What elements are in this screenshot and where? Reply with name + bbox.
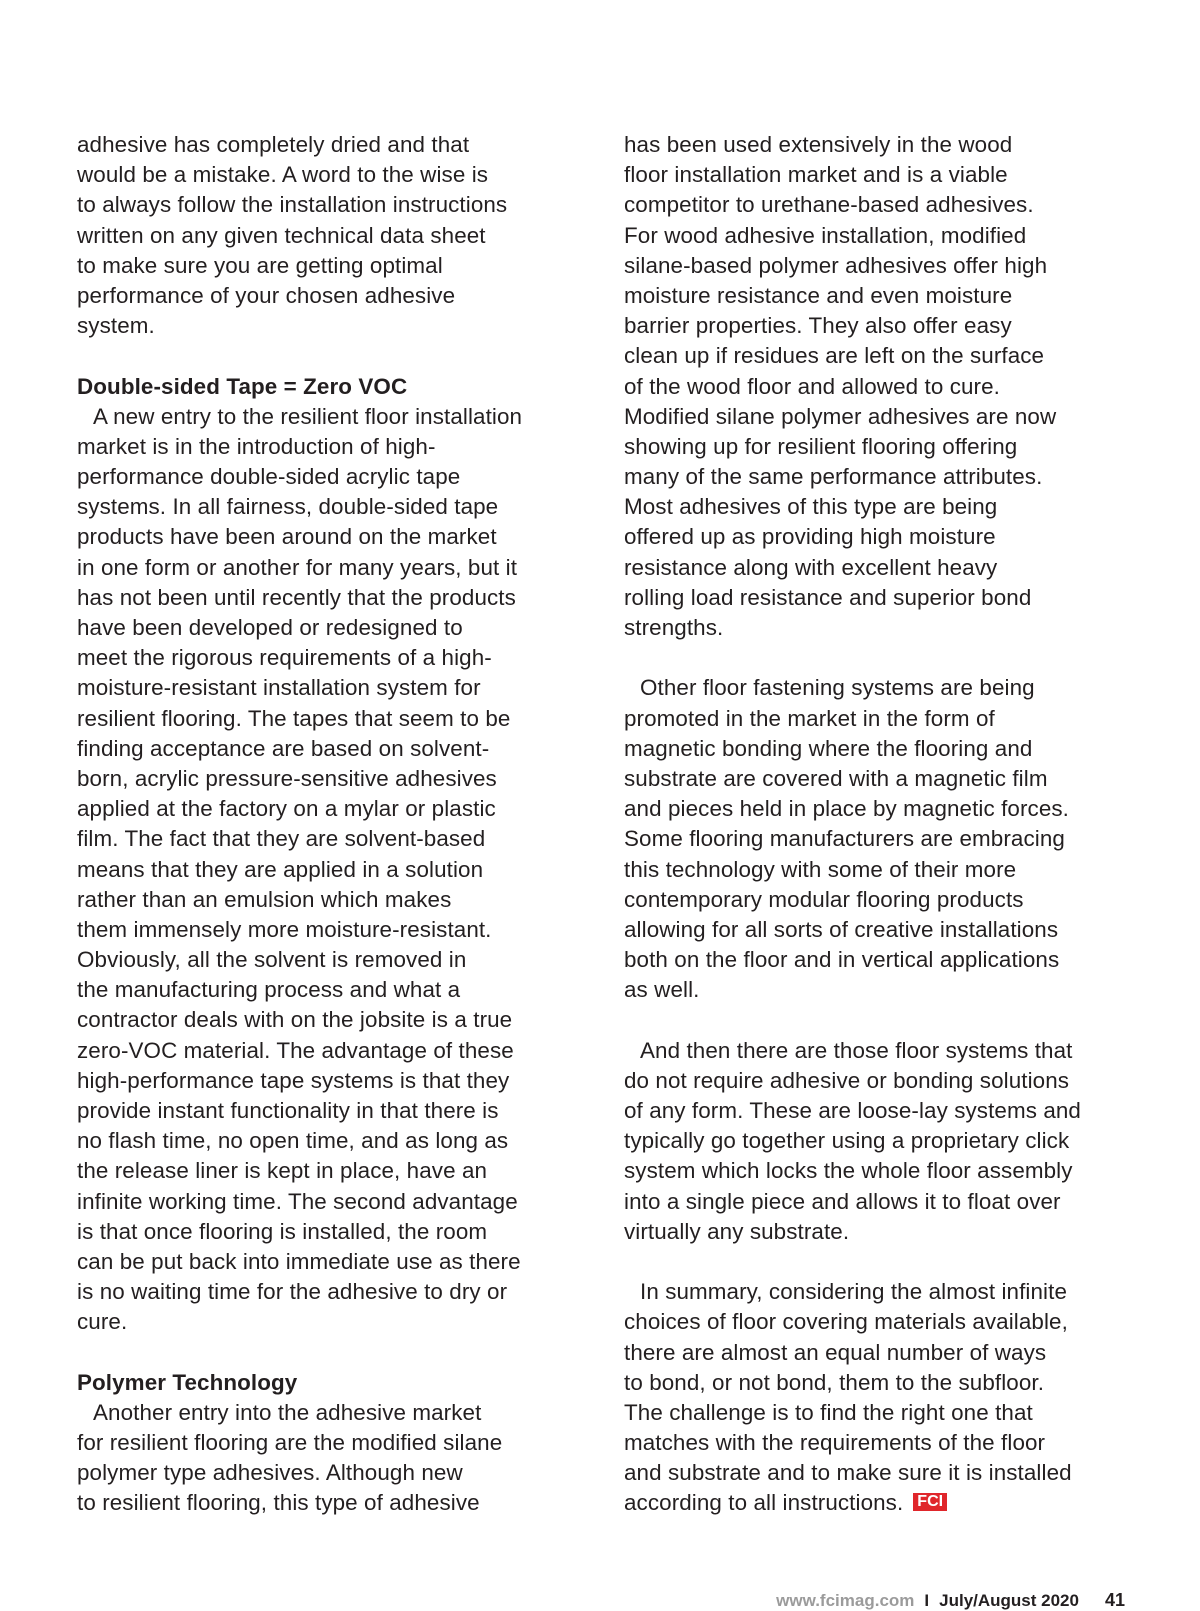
- paragraph-line: according to all instructions.: [624, 1490, 904, 1516]
- paragraph-line: cure.: [77, 1309, 128, 1335]
- fci-end-badge: FCI: [913, 1493, 947, 1511]
- paragraph-line: substrate are covered with a magnetic film: [624, 765, 1048, 791]
- paragraph-line: Another entry into the adhesive market: [93, 1399, 482, 1425]
- footer-separator: I: [924, 1591, 930, 1610]
- right-column: [624, 130, 1134, 1519]
- paragraph-line: floor installation market and is a viable: [624, 162, 1008, 188]
- paragraph-line: in one form or another for many years, but it: [77, 554, 518, 580]
- paragraph-line: is that once flooring is installed, the room: [77, 1218, 488, 1244]
- paragraph-line: silane-based polymer adhesives offer high: [624, 252, 1048, 278]
- paragraph-line: performance of your chosen adhesive: [77, 282, 456, 308]
- paragraph-line: system which locks the whole floor assembly: [624, 1158, 1073, 1184]
- paragraph-line: products have been around on the market: [77, 524, 497, 550]
- paragraph-line: and substrate and to make sure it is installed: [624, 1460, 1072, 1486]
- paragraph-line: provide instant functionality in that there is: [77, 1098, 499, 1123]
- paragraph-line: born, acrylic pressure-sensitive adhesives: [77, 765, 497, 791]
- paragraph-line: have been developed or redesigned to: [77, 615, 463, 640]
- left-column: [77, 130, 587, 1519]
- paragraph-line: For wood adhesive installation, modified: [624, 222, 1027, 248]
- paragraph-line: strengths.: [624, 615, 724, 640]
- paragraph-line: written on any given technical data sheet: [77, 222, 486, 248]
- paragraph-line: Most adhesives of this type are being: [624, 494, 998, 520]
- paragraph-line: the manufacturing process and what a: [77, 977, 461, 1003]
- paragraph-line: market is in the introduction of high-: [77, 433, 436, 459]
- section-heading: Polymer Technology: [77, 1369, 298, 1395]
- paragraph-line: resilient flooring. The tapes that seem to be: [77, 705, 511, 731]
- paragraph-line: moisture resistance and even moisture: [624, 282, 1013, 308]
- paragraph-line: Other floor fastening systems are being: [640, 675, 1035, 701]
- paragraph: [624, 673, 1134, 1005]
- paragraph-line: both on the floor and in vertical applications: [624, 947, 1060, 973]
- paragraph-line: to bond, or not bond, them to the subfloor.: [624, 1369, 1045, 1395]
- paragraph-line: polymer type adhesives. Although new: [77, 1460, 463, 1486]
- paragraph: [77, 1398, 587, 1519]
- paragraph-line: there are almost an equal number of ways: [624, 1339, 1047, 1365]
- paragraph-line: the release liner is kept in place, have an: [77, 1158, 488, 1184]
- paragraph-line: film. The fact that they are solvent-based: [77, 826, 486, 852]
- paragraph-line: to resilient flooring, this type of adhesive: [77, 1490, 480, 1516]
- paragraph-line: adhesive has completely dried and that: [77, 132, 470, 157]
- paragraph-line: system.: [77, 313, 155, 339]
- paragraph-line: competitor to urethane-based adhesives.: [624, 192, 1034, 218]
- paragraph-line: barrier properties. They also offer easy: [624, 313, 1012, 339]
- paragraph-line: high-performance tape systems is that they: [77, 1067, 510, 1093]
- paragraph: [77, 402, 587, 1338]
- paragraph-line: A new entry to the resilient floor installation: [93, 403, 523, 429]
- paragraph: [77, 130, 587, 341]
- paragraph-line: choices of floor covering materials available,: [624, 1309, 1068, 1335]
- paragraph-line: The challenge is to find the right one that: [624, 1399, 1033, 1425]
- paragraph-line: performance double-sided acrylic tape: [77, 464, 461, 490]
- paragraph-line: resistance along with excellent heavy: [624, 554, 998, 580]
- paragraph-line: applied at the factory on a mylar or plastic: [77, 796, 496, 822]
- paragraph-line: this technology with some of their more: [624, 856, 1017, 882]
- paragraph: [624, 1036, 1134, 1247]
- paragraph-last-line: [624, 1488, 1134, 1518]
- paragraph-line: to always follow the installation instructions: [77, 192, 508, 218]
- paragraph-line: for resilient flooring are the modified silane: [77, 1430, 503, 1456]
- footer-website: www.fcimag.com: [776, 1591, 915, 1610]
- paragraph-line: showing up for resilient flooring offering: [624, 433, 1018, 459]
- paragraph-line: clean up if residues are left on the surface: [624, 343, 1045, 369]
- paragraph-line: of any form. These are loose-lay systems and: [624, 1098, 1081, 1123]
- paragraph-line: means that they are applied in a solution: [77, 856, 484, 882]
- paragraph-line: no flash time, no open time, and as long as: [77, 1128, 509, 1154]
- paragraph-line: Modified silane polymer adhesives are now: [624, 403, 1057, 429]
- paragraph-line: zero-VOC material. The advantage of these: [77, 1037, 514, 1063]
- paragraph-line: them immensely more moisture-resistant.: [77, 916, 492, 942]
- paragraph-line: Obviously, all the solvent is removed in: [77, 947, 467, 973]
- section-heading: Double-sided Tape = Zero VOC: [77, 373, 408, 399]
- paragraph-line: systems. In all fairness, double-sided tape: [77, 494, 499, 520]
- paragraph-line: allowing for all sorts of creative installations: [624, 916, 1059, 942]
- paragraph-line: can be put back into immediate use as there: [77, 1248, 521, 1274]
- paragraph-line: do not require adhesive or bonding solutions: [624, 1067, 1070, 1093]
- paragraph-line: matches with the requirements of the floor: [624, 1430, 1046, 1456]
- paragraph-line: virtually any substrate.: [624, 1218, 850, 1244]
- paragraph-line: offered up as providing high moisture: [624, 524, 996, 550]
- paragraph-line: has not been until recently that the products: [77, 584, 516, 610]
- paragraph-line: into a single piece and allows it to float over: [624, 1188, 1061, 1214]
- paragraph-line: contractor deals with on the jobsite is a true: [77, 1007, 513, 1033]
- paragraph-line: to make sure you are getting optimal: [77, 252, 443, 278]
- paragraph-line: meet the rigorous requirements of a high-: [77, 645, 492, 671]
- paragraph-line: of the wood floor and allowed to cure.: [624, 373, 1000, 399]
- paragraph: [624, 1277, 1134, 1488]
- paragraph-line: many of the same performance attributes.: [624, 464, 1043, 490]
- paragraph-line: finding acceptance are based on solvent-: [77, 735, 490, 761]
- paragraph-line: magnetic bonding where the flooring and: [624, 735, 1033, 761]
- paragraph-line: And then there are those floor systems that: [640, 1037, 1073, 1063]
- paragraph-line: rather than an emulsion which makes: [77, 886, 452, 912]
- paragraph-line: contemporary modular flooring products: [624, 886, 1024, 912]
- paragraph-line: infinite working time. The second advantage: [77, 1188, 518, 1214]
- paragraph-line: is no waiting time for the adhesive to dry or: [77, 1279, 508, 1305]
- paragraph-line: Some flooring manufacturers are embracing: [624, 826, 1065, 852]
- paragraph-line: rolling load resistance and superior bond: [624, 584, 1032, 610]
- paragraph-line: promoted in the market in the form of: [624, 705, 995, 731]
- paragraph-line: has been used extensively in the wood: [624, 132, 1013, 157]
- paragraph-line: moisture-resistant installation system for: [77, 675, 481, 701]
- paragraph-line: would be a mistake. A word to the wise is: [77, 162, 489, 188]
- paragraph: [624, 130, 1134, 643]
- paragraph-line: and pieces held in place by magnetic forces.: [624, 796, 1070, 822]
- paragraph-line: as well.: [624, 977, 700, 1003]
- page-footer: [730, 1590, 1125, 1611]
- footer-page-number: 41: [1104, 1590, 1125, 1610]
- footer-issue-date: July/August 2020: [939, 1591, 1079, 1610]
- paragraph-line: typically go together using a proprietary click: [624, 1128, 1070, 1154]
- paragraph-line: In summary, considering the almost infinite: [640, 1279, 1067, 1305]
